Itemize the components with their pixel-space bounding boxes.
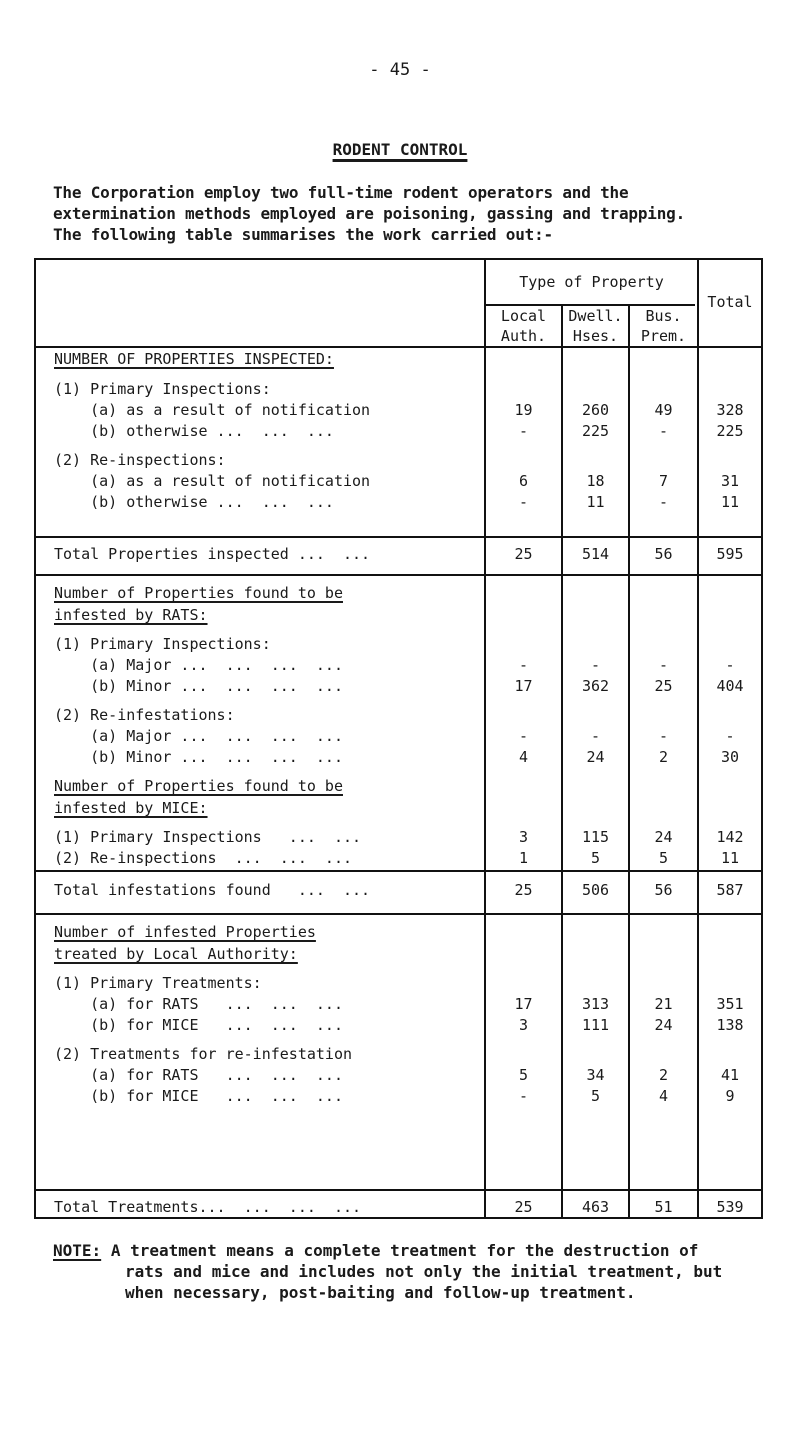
header-line: Hses.: [572, 327, 619, 345]
row-rule: [36, 346, 761, 348]
page-title: [0, 140, 800, 159]
row-label: Total Properties inspected ... ...: [54, 545, 371, 563]
table-row: [36, 849, 761, 871]
row-label: (1) Primary Treatments:: [54, 974, 262, 992]
row-value: 5: [590, 849, 601, 867]
row-value: 111: [581, 1016, 610, 1034]
row-value: 506: [581, 881, 610, 899]
table-row: [36, 350, 761, 372]
row-value: 539: [716, 1198, 744, 1216]
row-value: -: [590, 727, 601, 745]
row-value: 138: [716, 1016, 744, 1034]
row-value: 463: [581, 1198, 610, 1216]
row-label: (b) otherwise ... ... ...: [54, 422, 334, 440]
page-number: - 45 -: [369, 60, 431, 80]
table-row: [36, 945, 761, 967]
intro-line: The Corporation employ two full-time rodent operators and the: [53, 183, 629, 202]
header-line: Auth.: [500, 327, 547, 345]
table-row: [36, 1016, 761, 1038]
row-value: -: [658, 422, 669, 440]
row-value: -: [518, 656, 529, 674]
note-paragraph: [53, 1240, 773, 1303]
row-value: 328: [716, 401, 744, 419]
intro-line: The following table summarises the work carried out:-: [53, 225, 553, 244]
intro-paragraph: [53, 182, 773, 245]
note-line: [53, 1240, 773, 1261]
row-value: 351: [716, 995, 744, 1013]
row-label: (b) Minor ... ... ... ...: [54, 748, 343, 766]
row-value: 18: [586, 472, 605, 490]
row-label: (1) Primary Inspections ... ...: [54, 828, 362, 846]
row-value: 11: [720, 493, 740, 511]
row-value: -: [518, 422, 529, 440]
row-label: NUMBER OF PROPERTIES INSPECTED:: [54, 350, 334, 368]
row-label: Number of infested Properties: [54, 923, 316, 941]
row-label: (1) Primary Inspections:: [54, 635, 271, 653]
row-value: 7: [658, 472, 669, 490]
table-row: [36, 881, 761, 903]
row-label: (2) Treatments for re-infestation: [54, 1045, 353, 1063]
row-label: infested by RATS:: [54, 606, 208, 624]
table-row: [36, 606, 761, 628]
row-rule: [36, 913, 761, 915]
row-value: -: [725, 656, 735, 674]
row-value: 595: [716, 545, 744, 563]
row-value: -: [590, 656, 601, 674]
table-row: [36, 777, 761, 799]
row-value: 24: [654, 828, 673, 846]
header-line: Bus.: [645, 307, 682, 325]
row-label: Number of Properties found to be: [54, 777, 343, 795]
row-value: 34: [586, 1066, 605, 1084]
row-value: -: [518, 1087, 529, 1105]
row-label: (a) for RATS ... ... ...: [54, 995, 343, 1013]
row-label: (a) Major ... ... ... ...: [54, 656, 343, 674]
table-row: [36, 1198, 761, 1220]
table-row: [36, 451, 761, 473]
header-line: Prem.: [640, 327, 687, 345]
row-value: 25: [514, 1198, 533, 1216]
table-row: [36, 1045, 761, 1067]
row-value: 225: [716, 422, 744, 440]
row-value: 30: [720, 748, 740, 766]
row-label: (2) Re-infestations:: [54, 706, 235, 724]
note-text: A treatment means a complete treatment for the destruction of: [110, 1241, 699, 1260]
row-label: (a) Major ... ... ... ...: [54, 727, 343, 745]
row-value: 313: [581, 995, 610, 1013]
row-value: 4: [518, 748, 529, 766]
note-line: when necessary, post-baiting and follow-up treatment.: [125, 1283, 636, 1302]
row-label: (a) for RATS ... ... ...: [54, 1066, 343, 1084]
row-value: 31: [720, 472, 740, 490]
row-value: 51: [654, 1198, 673, 1216]
total-header: Total: [707, 293, 753, 311]
row-value: 25: [514, 881, 533, 899]
table-row: [36, 472, 761, 494]
row-value: 514: [581, 545, 610, 563]
row-value: 1: [518, 849, 529, 867]
row-label: infested by MICE:: [54, 799, 208, 817]
row-value: 24: [654, 1016, 673, 1034]
row-value: 11: [720, 849, 740, 867]
note-line: rats and mice and includes not only the initial treatment, but: [125, 1262, 723, 1281]
header-line: Local: [500, 307, 547, 325]
bus-prem-header: [630, 306, 697, 346]
type-of-property-header: Type of Property: [519, 273, 664, 291]
row-value: 587: [716, 881, 744, 899]
row-value: 3: [518, 828, 529, 846]
row-value: 225: [581, 422, 610, 440]
row-value: 24: [586, 748, 605, 766]
table-row: [36, 1087, 761, 1109]
row-label: (b) for MICE ... ... ...: [54, 1087, 343, 1105]
table-row: [36, 380, 761, 402]
row-value: 5: [590, 1087, 601, 1105]
table-row: [36, 422, 761, 444]
row-label: (a) as a result of notification: [54, 472, 371, 490]
row-value: 56: [654, 881, 673, 899]
row-label: (b) for MICE ... ... ...: [54, 1016, 343, 1034]
row-value: 17: [514, 677, 533, 695]
row-value: 25: [514, 545, 533, 563]
row-value: 56: [654, 545, 673, 563]
row-label: (2) Re-inspections ... ... ...: [54, 849, 353, 867]
row-value: -: [518, 493, 529, 511]
row-value: 3: [518, 1016, 529, 1034]
table-row: [36, 677, 761, 699]
table-row: [36, 748, 761, 770]
row-value: 142: [716, 828, 744, 846]
table-row: [36, 799, 761, 821]
table-row: [36, 401, 761, 423]
row-label: (2) Re-inspections:: [54, 451, 226, 469]
rodent-control-table: [34, 258, 763, 1219]
page-title-text: RODENT CONTROL: [332, 140, 468, 159]
row-value: -: [658, 727, 669, 745]
table-row: [36, 545, 761, 567]
row-value: 9: [725, 1087, 735, 1105]
row-value: 41: [720, 1066, 740, 1084]
row-value: 404: [716, 677, 744, 695]
row-value: 362: [581, 677, 610, 695]
table-row: [36, 995, 761, 1017]
table-row: [36, 493, 761, 515]
row-value: -: [725, 727, 735, 745]
row-label: Total infestations found ... ...: [54, 881, 371, 899]
row-value: 4: [658, 1087, 669, 1105]
row-label: treated by Local Authority:: [54, 945, 298, 963]
row-value: 115: [581, 828, 610, 846]
row-value: 11: [586, 493, 605, 511]
table-row: [36, 706, 761, 728]
local-auth-header: [486, 306, 561, 346]
row-value: -: [518, 727, 529, 745]
row-label: (1) Primary Inspections:: [54, 380, 271, 398]
row-label: (b) Minor ... ... ... ...: [54, 677, 343, 695]
row-value: 2: [658, 1066, 669, 1084]
row-value: 5: [518, 1066, 529, 1084]
row-rule: [36, 536, 761, 538]
row-rule: [36, 574, 761, 576]
row-value: 2: [658, 748, 669, 766]
table-row: [36, 727, 761, 749]
row-value: -: [658, 493, 669, 511]
dwell-hses-header: [563, 306, 628, 346]
table-row: [36, 923, 761, 945]
table-row: [36, 584, 761, 606]
row-label: (b) otherwise ... ... ...: [54, 493, 334, 511]
row-value: 17: [514, 995, 533, 1013]
row-value: 6: [518, 472, 529, 490]
table-row: [36, 635, 761, 657]
intro-line: extermination methods employed are poisoning, gassing and trapping.: [53, 204, 685, 223]
row-rule: [36, 1189, 761, 1191]
note-label: NOTE:: [53, 1241, 102, 1260]
row-value: -: [658, 656, 669, 674]
row-label: Total Treatments... ... ... ...: [54, 1198, 362, 1216]
table-row: [36, 656, 761, 678]
row-value: 19: [514, 401, 533, 419]
header-line: Dwell.: [568, 307, 623, 325]
table-row: [36, 974, 761, 996]
row-value: 5: [658, 849, 669, 867]
row-value: 49: [654, 401, 673, 419]
table-row: [36, 1066, 761, 1088]
row-value: 25: [654, 677, 673, 695]
row-label: Number of Properties found to be: [54, 584, 343, 602]
row-value: 260: [581, 401, 610, 419]
table-row: [36, 828, 761, 850]
row-label: (a) as a result of notification: [54, 401, 371, 419]
row-value: 21: [654, 995, 673, 1013]
